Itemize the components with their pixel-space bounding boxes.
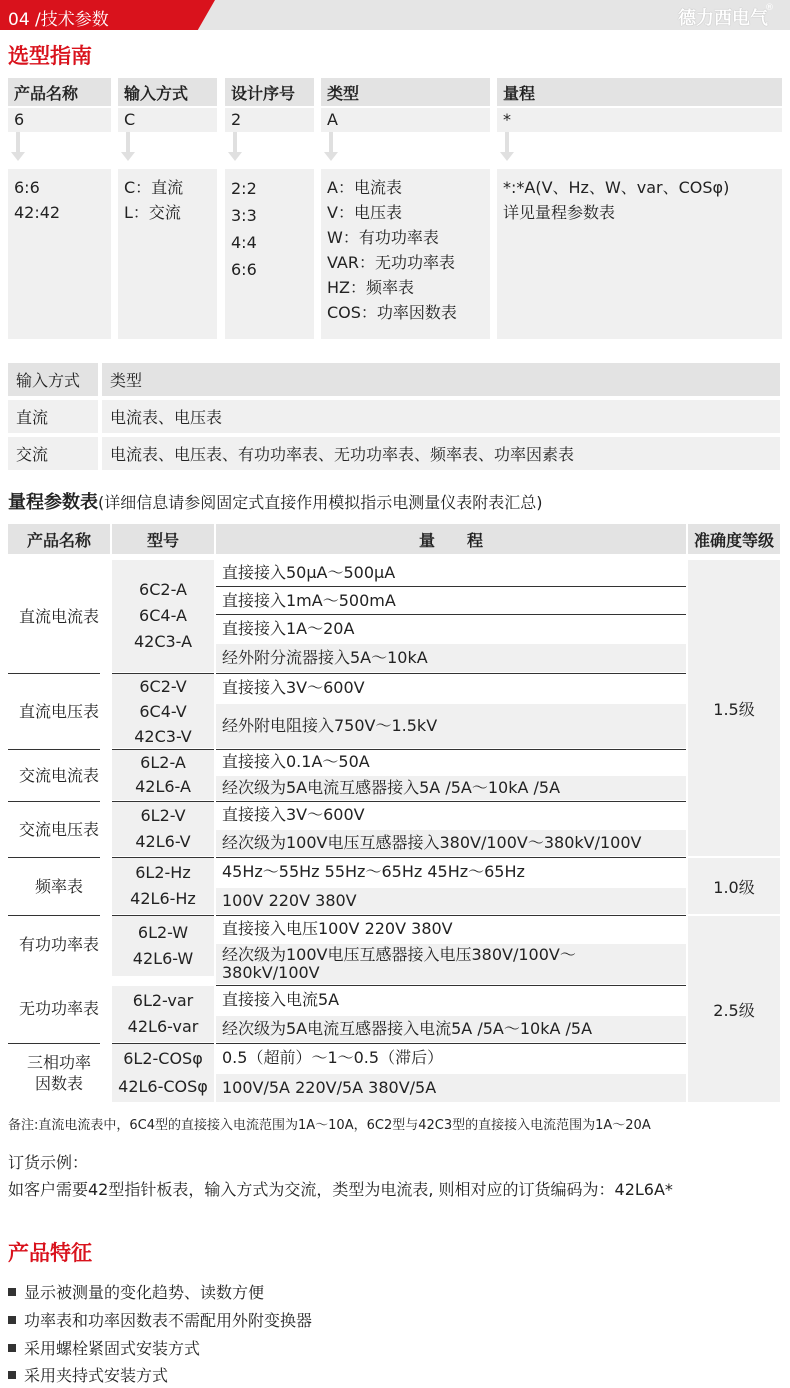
param-table-subtitle: (详细信息请参阅固定式直接作用模拟指示电测量仪表附表汇总): [98, 493, 543, 512]
range-cell: 经次级为100V电压互感器接入380V/100V～380kV/100V: [216, 830, 686, 856]
guide-col-product: [8, 78, 111, 339]
guide-option: 42:42: [14, 203, 61, 222]
guide-col-design: [225, 78, 314, 339]
down-arrow-icon: [225, 132, 314, 169]
row-separator: [112, 915, 214, 916]
table-header-cell: 类型: [102, 363, 780, 396]
model-line: 42L6-Hz: [130, 889, 196, 908]
table-row: [8, 400, 780, 433]
model-line: 6L2-V: [140, 806, 186, 825]
row-separator: [112, 749, 214, 750]
row-separator: [216, 614, 686, 615]
guide-option: VAR：无功功率表: [327, 253, 455, 272]
guide-col-input: [118, 78, 217, 339]
model-line: 6C4-A: [139, 606, 187, 625]
model-line: 6L2-A: [140, 753, 186, 772]
row-separator: [8, 915, 100, 916]
guide-col-value: A: [321, 108, 490, 132]
accuracy-cell: 2.5级: [688, 916, 780, 1102]
model-line: 42L6-COSφ: [118, 1077, 208, 1096]
model-cell: [112, 986, 214, 1042]
guide-col-value: 6: [8, 108, 111, 132]
guide-col-options: [321, 169, 490, 339]
input-type-table: [8, 363, 780, 474]
param-table: [8, 524, 780, 1102]
row-separator: [8, 673, 100, 674]
product-name-cell: 无功功率表: [18, 998, 99, 1018]
range-cell: 45Hz～55Hz 55Hz～65Hz 45Hz～65Hz: [222, 862, 525, 881]
guide-option: COS：功率因数表: [327, 303, 457, 322]
bullet-icon: [8, 1316, 16, 1324]
row-separator: [112, 857, 214, 858]
guide-col-range: [497, 78, 782, 339]
row-separator: [216, 915, 686, 916]
model-line: 42C3-V: [134, 726, 192, 746]
bullet-icon: [8, 1344, 16, 1352]
guide-option: W：有功功率表: [327, 228, 439, 247]
guide-col-value: 2: [225, 108, 314, 132]
model-line: 42L6-A: [135, 777, 191, 796]
row-separator: [216, 857, 686, 858]
guide-option: L：交流: [124, 203, 181, 222]
order-example-title: 订货示例：: [8, 1153, 89, 1172]
model-line: 6C2-V: [139, 676, 187, 696]
table-cell: 电流表、电压表、有功功率表、无功功率表、频率表、功率因素表: [102, 437, 780, 470]
order-example-text: 如客户需要42型指针板表，输入方式为交流，类型为电流表, 则相对应的订货编码为：42L6A*: [8, 1180, 673, 1199]
range-cell: 经次级为5A电流互感器接入5A /5A～10kA /5A: [216, 776, 686, 800]
accuracy-cell: 1.0级: [688, 858, 780, 914]
guide-col-options: [225, 169, 314, 339]
row-separator: [112, 673, 214, 674]
table-row: [8, 437, 780, 470]
table-cell: 交流: [8, 437, 98, 470]
table-header-cell: 型号: [112, 524, 214, 554]
row-separator: [216, 586, 686, 587]
product-name-cell: 直流电流表: [18, 606, 99, 626]
features-title: 产品特征: [8, 1241, 92, 1265]
row-separator: [112, 801, 214, 802]
guide-col-head: 输入方式: [118, 78, 217, 106]
feature-text: 采用夹持式安装方式: [24, 1366, 169, 1385]
product-name-cell: 频率表: [34, 876, 83, 896]
model-line: 42L6-var: [127, 1017, 199, 1036]
guide-col-head: 类型: [321, 78, 490, 106]
guide-option: V：电压表: [327, 203, 402, 222]
header-bar: [0, 0, 790, 30]
guide-option: 6:6: [231, 260, 257, 279]
guide-title: 选型指南: [8, 44, 92, 68]
range-cell: 直接接入0.1A～50A: [222, 752, 370, 771]
model-cell: [112, 750, 214, 800]
product-name-cell: 交流电流表: [18, 765, 99, 785]
model-line: 42L6-V: [135, 832, 191, 851]
down-arrow-icon: [497, 132, 782, 169]
table-header-row: [8, 363, 780, 396]
feature-text: 显示被测量的变化趋势、读数方便: [24, 1283, 265, 1302]
range-cell: 经外附分流器接入5A～10kA: [216, 644, 686, 672]
product-name-cell: 有功功率表: [18, 934, 99, 954]
down-arrow-icon: [8, 132, 111, 169]
product-name-cell: 直流电压表: [18, 701, 99, 721]
feature-item: [8, 1308, 312, 1331]
range-cell: 直接接入1mA～500mA: [222, 591, 396, 610]
range-cell: 直接接入电流5A: [222, 990, 340, 1009]
guide-option: HZ：频率表: [327, 278, 414, 297]
section-label: 04 /技术参数: [8, 10, 109, 30]
param-table-title: [8, 488, 543, 514]
bullet-icon: [8, 1371, 16, 1379]
product-name-cell: [8, 1044, 110, 1102]
row-separator: [8, 857, 100, 858]
feature-item: [8, 1336, 200, 1359]
guide-option: 3:3: [231, 206, 257, 225]
product-name-line: 三相功率: [26, 1053, 91, 1072]
range-cell: 100V/5A 220V/5A 380V/5A: [216, 1074, 686, 1102]
row-separator: [216, 985, 686, 986]
guide-col-options: [8, 169, 111, 339]
range-cell: 经外附电阻接入750V～1.5kV: [216, 704, 686, 748]
guide-col-type: [321, 78, 490, 339]
table-header-cell: 产品名称: [8, 524, 110, 554]
accuracy-cell: 1.5级: [688, 560, 780, 856]
range-cell: [216, 944, 686, 984]
model-line: 6L2-W: [137, 923, 189, 942]
row-separator: [216, 1043, 686, 1044]
param-table-title-main: 量程参数表: [8, 492, 98, 513]
guide-option: A：电流表: [327, 178, 402, 197]
range-cell: 直接接入3V～600V: [222, 805, 365, 824]
range-line: 经次级为100V电压互感器接入电压380V/100V～: [222, 945, 576, 964]
model-line: 6L2-COSφ: [123, 1049, 203, 1068]
down-arrow-icon: [118, 132, 217, 169]
bullet-icon: [8, 1288, 16, 1296]
model-line: 6L2-Hz: [135, 863, 191, 882]
guide-col-value: *: [497, 108, 782, 132]
range-cell: 100V 220V 380V: [216, 888, 686, 914]
brand-logo: 德力西电气: [678, 8, 768, 29]
guide-col-options: [118, 169, 217, 339]
range-cell: 直接接入1A～20A: [222, 619, 355, 638]
row-separator: [8, 749, 100, 750]
model-line: 6C4-V: [139, 701, 187, 721]
range-line: 380kV/100V: [222, 963, 320, 982]
guide-col-options: [497, 169, 782, 339]
feature-item: [8, 1280, 264, 1303]
model-cell: [112, 802, 214, 856]
guide-col-head: 设计序号: [225, 78, 314, 106]
row-separator: [216, 749, 686, 750]
row-separator: [112, 1043, 214, 1044]
guide-option: 2:2: [231, 179, 257, 198]
range-cell: 直接接入3V～600V: [222, 678, 365, 697]
model-line: 42C3-A: [133, 632, 193, 651]
model-cell: [112, 858, 214, 914]
guide-option: *:*A(V、Hz、W、var、COSφ): [503, 178, 730, 197]
product-name-line: 因数表: [34, 1074, 83, 1093]
row-separator: [8, 801, 100, 802]
guide-col-head: 产品名称: [8, 78, 111, 106]
range-cell: 0.5（超前）～1～0.5（滞后）: [222, 1048, 444, 1067]
guide-col-value: C: [118, 108, 217, 132]
feature-text: 采用螺栓紧固式安装方式: [24, 1339, 201, 1358]
table-note: 备注:直流电流表中，6C4型的直接接入电流范围为1A～10A，6C2型与42C3型的直接接入电流范围为1A～20A: [8, 1118, 651, 1133]
guide-option: C：直流: [124, 178, 184, 197]
model-cell: [112, 1044, 214, 1102]
table-header-cell: 输入方式: [8, 363, 98, 396]
feature-item: [8, 1363, 168, 1386]
row-separator: [216, 673, 686, 674]
model-line: 42L6-W: [132, 949, 194, 968]
model-cell: [112, 674, 214, 748]
table-header-cell: 准确度等级: [688, 524, 780, 554]
guide-option: 详见量程参数表: [503, 203, 616, 222]
table-cell: 电流表、电压表: [102, 400, 780, 433]
table-cell: 直流: [8, 400, 98, 433]
table-header-cell: 量 程: [216, 524, 686, 554]
range-cell: 经次级为5A电流互感器接入电流5A /5A～10kA /5A: [216, 1016, 686, 1042]
range-cell: 直接接入电压100V 220V 380V: [222, 919, 453, 938]
product-name-cell: 交流电压表: [18, 819, 99, 839]
down-arrow-icon: [321, 132, 490, 169]
model-line: 6L2-var: [132, 991, 194, 1010]
model-line: 6C2-A: [139, 580, 187, 599]
model-cell: [112, 916, 214, 976]
guide-option: 6:6: [14, 178, 40, 197]
registered-mark: ®: [765, 3, 774, 13]
row-separator: [8, 1043, 100, 1044]
range-cell: 直接接入50μA～500μA: [222, 563, 396, 582]
row-separator: [216, 801, 686, 802]
feature-text: 功率表和功率因数表不需配用外附变换器: [24, 1311, 313, 1330]
guide-col-head: 量程: [497, 78, 782, 106]
guide-option: 4:4: [231, 233, 257, 252]
model-cell: [112, 560, 214, 672]
